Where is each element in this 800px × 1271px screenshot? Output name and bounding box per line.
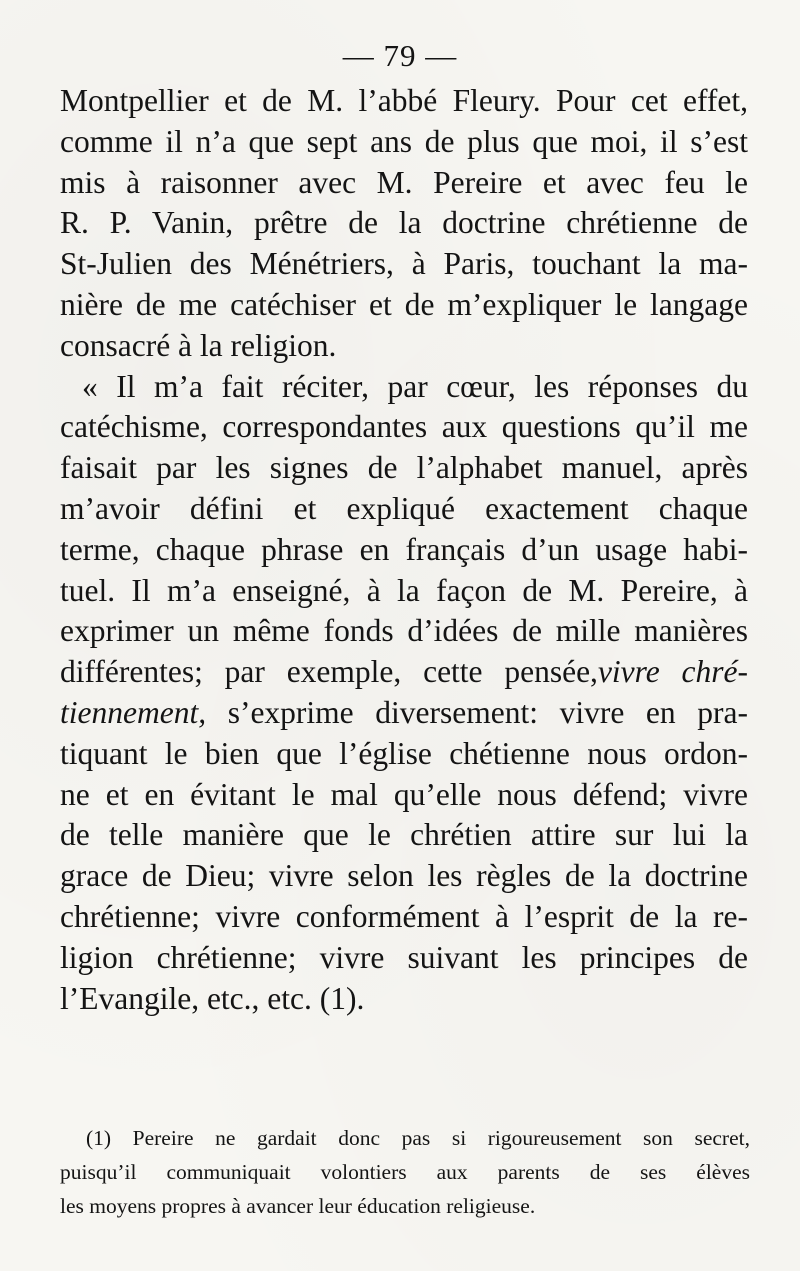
- text-line: tuel. Il m’a enseigné, à la façon de M. Pereire, à: [60, 572, 748, 608]
- text-line-mixed: [60, 693, 748, 734]
- body-text: [60, 81, 748, 1019]
- italic-phrase: vivre chré-: [597, 654, 748, 690]
- page-number: — 79 —: [342, 38, 458, 73]
- text-line: grace de Dieu; vivre selon les règles de la doctrine: [60, 858, 748, 894]
- text-line: Montpellier et de M. l’abbé Fleury. Pour cet effet,: [60, 83, 748, 118]
- footnote-line: puisqu’il communiquait volontiers aux parents de ses élèves: [60, 1160, 750, 1184]
- text-line: mis à raisonner avec M. Pereire et avec feu le: [60, 164, 748, 200]
- text-line: ligion chrétienne; vivre suivant les principes de: [60, 939, 748, 975]
- text-line-mixed: [60, 652, 748, 693]
- text-line: consacré à la religion.: [60, 327, 337, 363]
- text-line: l’Evangile, etc., etc. (1).: [60, 980, 365, 1016]
- text-line: exprimer un même fonds d’idées de mille manières: [60, 613, 748, 649]
- text-line: tiquant le bien que l’église chétienne nous ordon-: [60, 735, 748, 771]
- text-line: chrétienne; vivre conformément à l’esprit de la re-: [60, 898, 748, 934]
- italic-phrase: tiennement,: [60, 694, 207, 730]
- text-segment: différentes; par exemple, cette pensée,: [60, 654, 598, 690]
- text-line: m’avoir défini et expliqué exactement chaque: [60, 490, 748, 526]
- text-line: ne et en évitant le mal qu’elle nous défend; vivre: [60, 776, 748, 812]
- text-line: « Il m’a fait réciter, par cœur, les réponses du: [82, 368, 748, 404]
- text-segment: s’exprime diversement: vivre en pra-: [227, 694, 748, 730]
- text-line: R. P. Vanin, prêtre de la doctrine chrétienne de: [60, 205, 748, 241]
- text-line: nière de me catéchiser et de m’expliquer le langage: [60, 286, 748, 322]
- text-line: comme il n’a que sept ans de plus que moi, il s’est: [60, 123, 748, 159]
- text-line: St-Julien des Ménétriers, à Paris, touchant la ma-: [60, 246, 748, 282]
- footnote: [60, 1121, 750, 1223]
- text-line: terme, chaque phrase en français d’un usage habi-: [60, 531, 748, 567]
- text-line: faisait par les signes de l’alphabet manuel, après: [60, 450, 748, 486]
- text-line: de telle manière que le chrétien attire sur lui la: [60, 817, 748, 853]
- footnote-line: (1) Pereire ne gardait donc pas si rigoureusement son secret,: [86, 1126, 750, 1150]
- footnote-line: les moyens propres à avancer leur éducation religieuse.: [60, 1194, 536, 1218]
- text-line: catéchisme, correspondantes aux questions qu’il me: [60, 409, 748, 445]
